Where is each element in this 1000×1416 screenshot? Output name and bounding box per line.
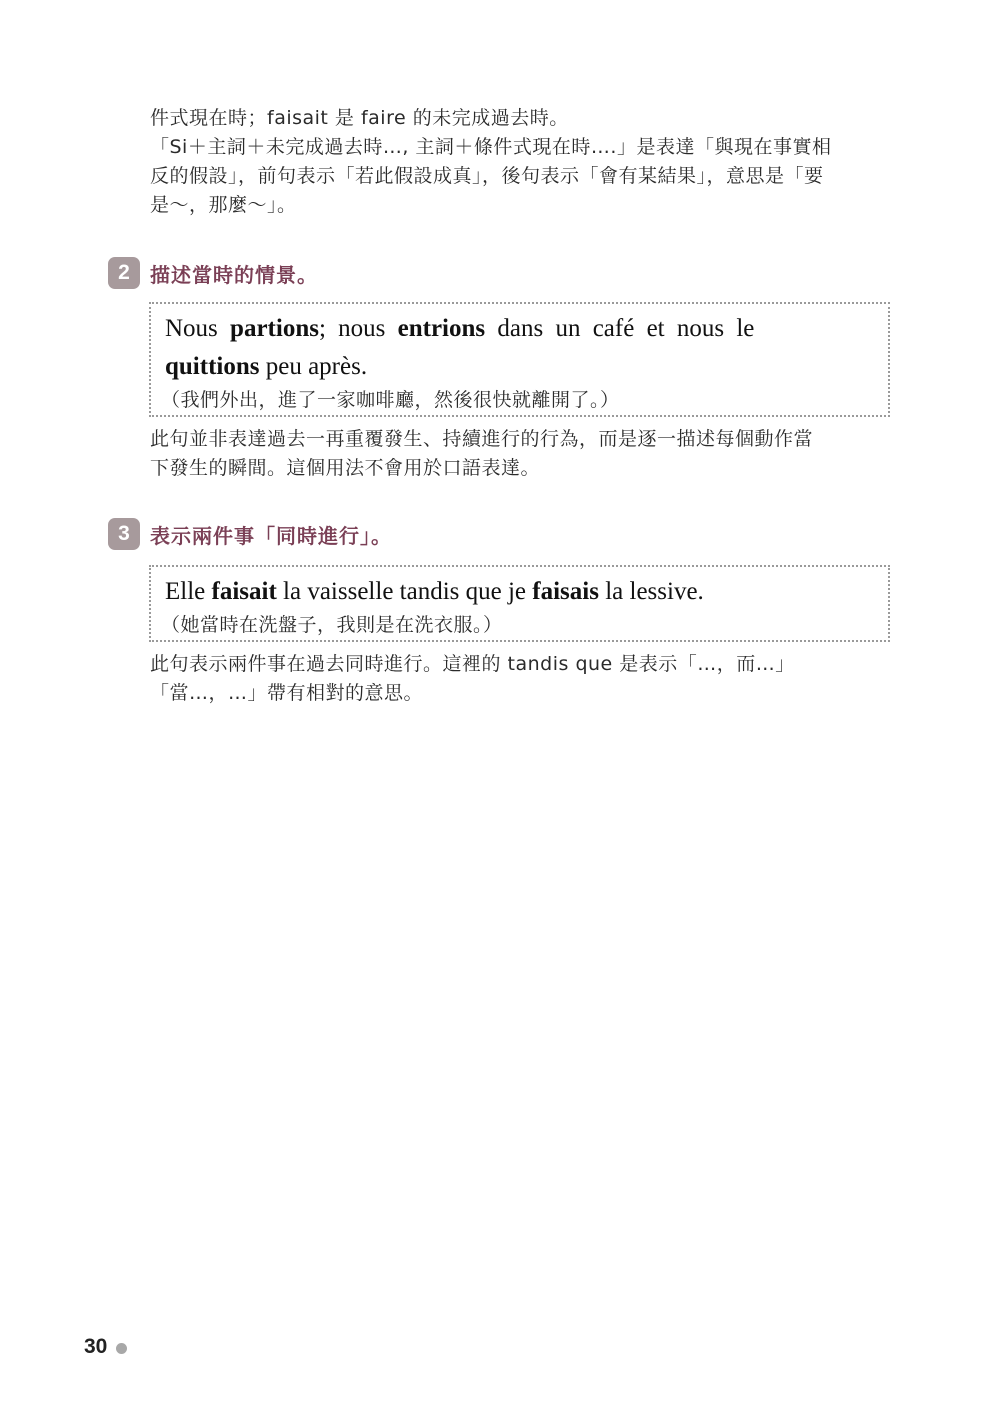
fr-text: peu après.: [259, 353, 368, 380]
explanation-line: 此句表示兩件事在過去同時進行。這裡的 tandis que 是表示「…，而…」: [150, 653, 795, 675]
french-sentence-line: [165, 310, 888, 348]
section-3-heading: [108, 518, 392, 550]
intro-line: 反的假設」，前句表示「若此假設成真」，後句表示「會有某結果」，意思是「要: [150, 165, 824, 187]
fr-verb-bold: quittions: [165, 353, 260, 380]
fr-verb-bold: faisais: [532, 578, 599, 605]
fr-verb-bold: partions: [230, 315, 319, 342]
section-number-badge: 2: [108, 257, 140, 289]
section-2-heading: [108, 257, 318, 289]
french-sentence-line: [165, 348, 888, 386]
fr-text: la vaisselle tandis que je: [276, 578, 533, 605]
intro-paragraph: [150, 104, 895, 220]
fr-text: Elle: [165, 578, 212, 605]
french-sentence-line: [165, 573, 888, 611]
fr-verb-bold: entrions: [397, 315, 486, 342]
example-box-2: [149, 302, 890, 417]
fr-text: dans un café et nous le: [485, 315, 755, 342]
section-3-explanation: [150, 650, 895, 708]
page-number-dot-icon: [116, 1343, 127, 1354]
explanation-line: 下發生的瞬間。這個用法不會用於口語表達。: [150, 457, 541, 479]
intro-line: 件式現在時；faisait 是 faire 的未完成過去時。: [150, 107, 569, 129]
fr-text: Nous: [165, 315, 231, 342]
chinese-translation: （我們外出，進了一家咖啡廳，然後很快就離開了。）: [161, 389, 620, 411]
intro-line: 是～，那麼～」。: [150, 194, 297, 216]
section-2-explanation: [150, 425, 895, 483]
example-box-3: [149, 565, 890, 642]
page-number: 30: [84, 1335, 108, 1358]
explanation-line: 「當…，…」帶有相對的意思。: [150, 682, 424, 704]
section-title: 描述當時的情景。: [150, 262, 318, 287]
intro-line: 「Si＋主詞＋未完成過去時…, 主詞＋條件式現在時….」是表達「與現在事實相: [150, 136, 832, 158]
section-title: 表示兩件事「同時進行」。: [150, 523, 392, 548]
fr-verb-bold: faisait: [211, 578, 277, 605]
fr-text: ; nous: [318, 315, 398, 342]
explanation-line: 此句並非表達過去一再重覆發生、持續進行的行為，而是逐一描述每個動作當: [150, 428, 814, 450]
section-number-badge: 3: [108, 518, 140, 550]
chinese-translation: （她當時在洗盤子，我則是在洗衣服。）: [161, 614, 503, 636]
fr-text: la lessive.: [598, 578, 704, 605]
